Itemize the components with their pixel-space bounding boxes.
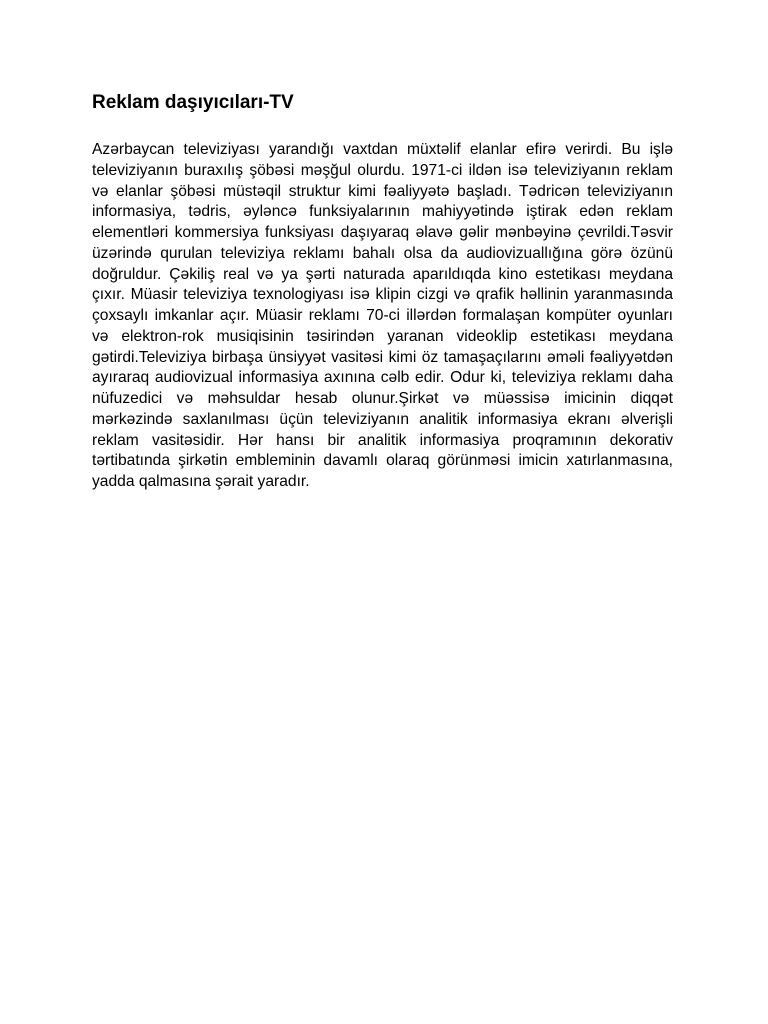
body-paragraph: Azərbaycan televiziyası yarandığı vaxtdan müxtəlif elanlar efirə verirdi. Bu işlə televiziyanın buraxılış şöbəsi məşğul olurdu. 1971-ci ildən isə televiziyanın reklam və elanlar şöbəsi müstəqil struktur kimi fəaliyyətə başladı. Tədricən televiziyanın informasiya, tədris, əyləncə funksiyalarının mahiyyətində iştirak edən reklam elementləri kommersiya funksiyası daşıyaraq əlavə gəlir mənbəyinə çevrildi.Təsvir üzərində qurulan televiziya reklamı bahalı olsa da audiovizuallığına görə özünü doğruldur. Çəkiliş real və ya şərti naturada aparıldıqda kino estetikası meydana çıxır. Müasir televiziya texnologiyası isə klipin cizgi və qrafik həllinin yaranmasında çoxsaylı imkanlar açır. Müasir reklamı 70-ci illərdən formalaşan kompüter oyunları və elektron-rok musiqisinin təsirindən yaranan videoklip estetikası meydana gətirdi.Televiziya birbaşa ünsiyyət vasitəsi kimi öz tamaşaçılarını əməli fəaliyyətdən ayıraraq audiovizual informasiya axınına cəlb edir. Odur ki, televiziya reklamı daha nüfuzedici və məhsuldar hesab olunur.Şirkət və müəssisə imicinin diqqət mərkəzində saxlanılması üçün televiziyanın analitik informasiya ekranı əlverişli reklam vasitəsidir. Hər hansı bir analitik informasiya proqramının dekorativ tərtibatında şirkətin embleminin davamlı olaraq görünməsi imicin xatırlanmasına, yadda qalmasına şərait yaradır. (92, 141, 673, 490)
document-title: Reklam daşıyıcıları-TV (92, 92, 294, 113)
